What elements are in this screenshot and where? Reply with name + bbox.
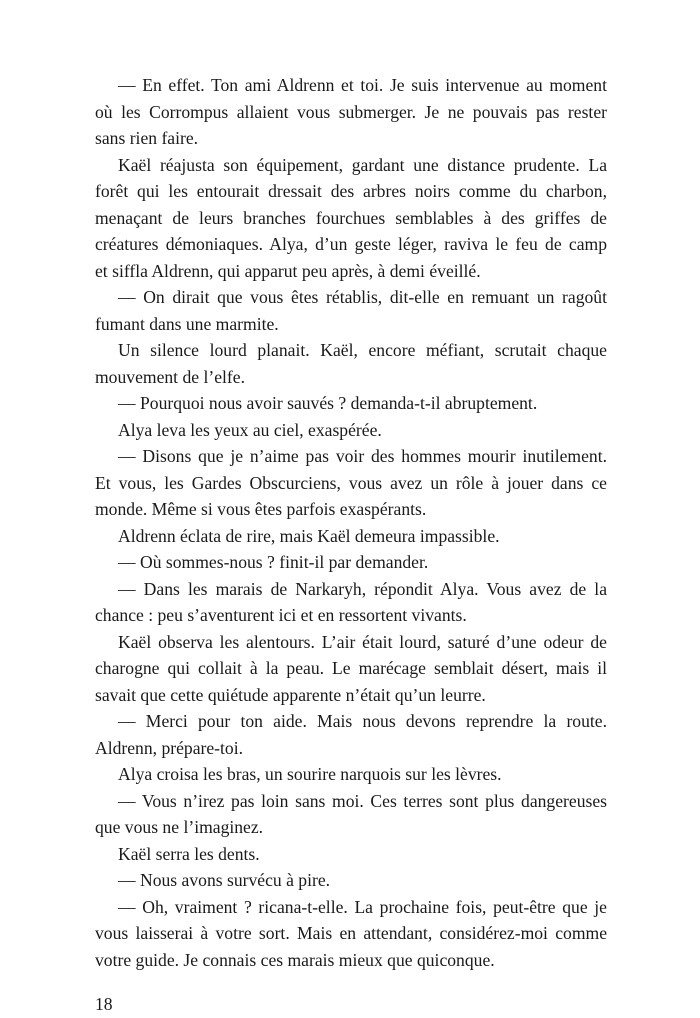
text-line: charogne qui collait à la peau. Le marécage semblait désert, mais il — [95, 658, 607, 678]
text-line: où les Corrompus allaient vous submerger. Je ne pouvais pas rester — [95, 101, 607, 122]
text-line: — Merci pour ton aide. Mais nous devons reprendre la route. — [118, 711, 607, 731]
text-line: mouvement de l’elfe. — [95, 366, 245, 387]
text-line: Aldrenn éclata de rire, mais Kaël demeura impassible. — [118, 525, 500, 546]
text-line: — Dans les marais de Narkaryh, répondit Alya. Vous avez de la — [118, 578, 607, 599]
text-line: sans rien faire. — [95, 128, 199, 148]
text-line: — Nous avons survécu à pire. — [118, 870, 331, 890]
paragraph — [95, 629, 607, 709]
body-text — [95, 72, 607, 973]
page-number: 18 — [95, 994, 113, 1014]
text-line: — On dirait que vous êtes rétablis, dit-elle en remuant un ragoût — [118, 287, 607, 307]
paragraph — [95, 788, 607, 841]
paragraph — [95, 390, 607, 417]
paragraph — [95, 72, 607, 152]
text-line: Et vous, les Gardes Obscurciens, vous avez un rôle à jouer dans ce — [95, 472, 607, 493]
paragraph — [95, 841, 607, 868]
text-line: Aldrenn, prépare-toi. — [95, 737, 244, 758]
paragraph — [95, 576, 607, 629]
paragraph — [95, 443, 607, 523]
text-line: — Disons que je n’aime pas voir des hommes mourir inutilement. — [118, 446, 607, 466]
text-line: et siffla Aldrenn, qui apparut peu après, à demi éveillé. — [95, 260, 481, 281]
paragraph — [95, 523, 607, 550]
paragraph — [95, 867, 607, 894]
text-line: chance : peu s’aventurent ici et en ressortent vivants. — [95, 605, 467, 625]
paragraph — [95, 337, 607, 390]
text-line: votre guide. Je connais ces marais mieux que quiconque. — [95, 949, 495, 970]
paragraph — [95, 761, 607, 788]
text-line: — Oh, vraiment ? ricana-t-elle. La prochaine fois, peut-être que je — [118, 896, 607, 917]
text-line: — Pourquoi nous avoir sauvés ? demanda-t-il abruptement. — [118, 393, 538, 413]
text-line: monde. Même si vous êtes parfois exaspérants. — [95, 499, 427, 519]
text-line: fumant dans une marmite. — [95, 313, 279, 334]
text-line: — Où sommes-nous ? finit-il par demander. — [118, 552, 429, 572]
text-line: créatures démoniaques. Alya, d’un geste léger, raviva le feu de camp — [95, 234, 607, 254]
paragraph — [95, 284, 607, 337]
text-line: savait que cette quiétude apparente n’était qu’un leurre. — [95, 684, 486, 705]
text-line: forêt qui les entourait dressait des arbres noirs comme du charbon, — [95, 181, 607, 201]
paragraph — [95, 152, 607, 285]
text-line: Kaël réajusta son équipement, gardant une distance prudente. La — [118, 154, 607, 175]
paragraph — [95, 549, 607, 576]
paragraph — [95, 708, 607, 761]
text-line: Alya leva les yeux au ciel, exaspérée. — [118, 419, 382, 440]
text-line: Kaël serra les dents. — [118, 843, 260, 864]
text-line: — Vous n’irez pas loin sans moi. Ces terres sont plus dangereuses — [118, 790, 607, 811]
text-line: Un silence lourd planait. Kaël, encore méfiant, scrutait chaque — [118, 340, 607, 360]
text-line: vous laisserai à votre sort. Mais en attendant, considérez-moi comme — [95, 923, 607, 943]
text-line: Kaël observa les alentours. L’air était lourd, saturé d’une odeur de — [118, 631, 607, 652]
text-line: menaçant de leurs branches fourchues semblables à des griffes de — [95, 207, 607, 228]
text-line: Alya croisa les bras, un sourire narquois sur les lèvres. — [118, 764, 502, 784]
text-line: que vous ne l’imaginez. — [95, 817, 264, 837]
paragraph — [95, 894, 607, 974]
paragraph — [95, 417, 607, 444]
text-line: — En effet. Ton ami Aldrenn et toi. Je suis intervenue au moment — [118, 75, 607, 95]
